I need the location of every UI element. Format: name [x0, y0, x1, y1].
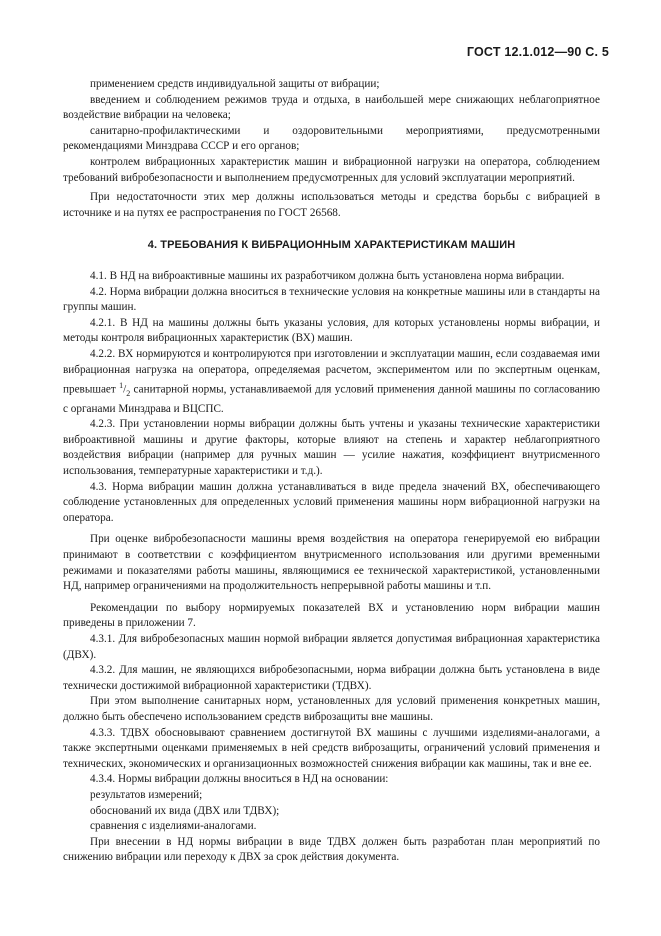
paragraph: введением и соблюдением режимов труда и отдыха, в наибольшей мере снижающих неблагоприятное воздействие вибрации на человека;: [63, 93, 600, 122]
page-header: ГОСТ 12.1.012—90 С. 5: [466, 45, 609, 59]
paragraph: контролем вибрационных характеристик машин и вибрационной нагрузки на оператора, соблюдением требований вибробезопасности и выполнением предусмотренных для условий эксплуатации мероприятий.: [63, 155, 600, 184]
paragraph: При этом выполнение санитарных норм, установленных для условий применения конкретных машин, должно быть обеспечено использованием средств виброзащиты вне машины.: [63, 695, 600, 723]
fraction-numerator: 1: [119, 381, 124, 391]
paragraph: При внесении в НД нормы вибрации в виде ТДВХ должен быть разработан план мероприятий по снижению вибрации или переходу к ДВХ за срок действия документа.: [63, 835, 600, 864]
paragraph: 4.3.2. Для машин, не являющихся вибробезопасными, норма вибрации должна быть установлена в виде технически достижимой вибрационной характеристики (ТДВХ).: [63, 664, 600, 692]
paragraph: 4.3.4. Нормы вибрации должны вноситься в НД на основании:: [90, 773, 389, 786]
document-body: [63, 77, 600, 866]
paragraph: 4.2.1. В НД на машины должны быть указаны условия, для которых установлены нормы вибрации, и методы контроля вибрационных характеристик (ВХ) машин.: [63, 316, 600, 345]
paragraph: 4.1. В НД на виброактивные машины их разработчиком должна быть установлена норма вибрации.: [90, 269, 565, 282]
paragraph: При оценке вибробезопасности машины время воздействия на оператора генерируемой ею вибрации принимают в соответствии с коэффициентом внутрисменного использования или другими временными режимами и показателями работы машины, являющимися ее технической характеристикой, установленными НД, например ограничениями на продолжительность непрерывной работы машины и т.п.: [63, 533, 600, 593]
section-title: 4. ТРЕБОВАНИЯ К ВИБРАЦИОННЫМ ХАРАКТЕРИСТИКАМ МАШИН: [147, 239, 516, 252]
paragraph: Рекомендации по выбору нормируемых показателей ВХ и установлению норм вибрации машин приведены в приложении 7.: [63, 601, 600, 630]
paragraph: 4.2.3. При установлении нормы вибрации должны быть учтены и указаны технические характеристики виброактивной машины и другие факторы, которые влияют на степень и характер неблагоприятного воздействия вибрации (например для ручных машин — усилие нажатия, коэффициент внутрисменного использования, температурные характеристики и т.д.).: [63, 418, 600, 478]
paragraph: 4.3.3. ТДВХ обосновывают сравнением достигнутой ВХ машины с лучшими изделиями-аналогами, а также экспертными оценками применяемых в ней средств виброзащиты, ограничений условий применения и технических, экономических и организационных возможностей снижения вибрации как машины, так и вне ее.: [63, 726, 600, 770]
paragraph: санитарно-профилактическими и оздоровительными мероприятиями, предусмотренными рекомендациями Минздрава СССР и его органов;: [63, 124, 600, 153]
paragraph-4-2-2: 4.2.2. ВХ нормируются и контролируются при изготовлении и эксплуатации машин, если создаваемая ими вибрационная нагрузка на оператора, определяемая расчетом, экспериментом или по экспертным оценкам, превышает $^1/_2$ санитарной нормы, устанавливаемой для условий применения данной машины по согласованию с органами Минздрава и ВЦСПС.: [63, 347, 601, 415]
text-run: санитарной нормы, устанавливаемой для условий применения данной машины по согласованию с органами Минздрава и ВЦСПС.: [63, 383, 601, 415]
paragraph: 4.3.1. Для вибробезопасных машин нормой вибрации является допустимая вибрационная характеристика (ДВХ).: [63, 632, 600, 661]
paragraph: 4.2. Норма вибрации должна вноситься в технические условия на конкретные машины или в стандарты на группы машин.: [63, 285, 600, 314]
paragraph: 4.3. Норма вибрации машин должна устанавливаться в виде предела значений ВХ, обеспечивающего соблюдение установленных для определенных условий применения машины норм вибрационной нагрузки на оператора.: [63, 480, 600, 524]
paragraph: При недостаточности этих мер должны использоваться методы и средства борьбы с вибрацией в источнике и на путях ее распространения по ГОСТ 26568.: [63, 191, 600, 219]
list-item: результатов измерений;: [90, 788, 203, 801]
paragraph: применением средств индивидуальной защиты от вибрации;: [90, 78, 380, 90]
list-item: сравнения с изделиями-аналогами.: [90, 820, 257, 833]
fraction-denominator: 2: [126, 389, 131, 399]
text-run: 4.2.2. ВХ нормируются и контролируются при изготовлении и эксплуатации машин, если создаваемая ими вибрационная нагрузка на оператора, определяемая расчетом, экспериментом или по экспертным оценкам, превышает: [63, 347, 600, 396]
list-item: обоснований их вида (ДВХ или ТДВХ);: [90, 804, 280, 817]
